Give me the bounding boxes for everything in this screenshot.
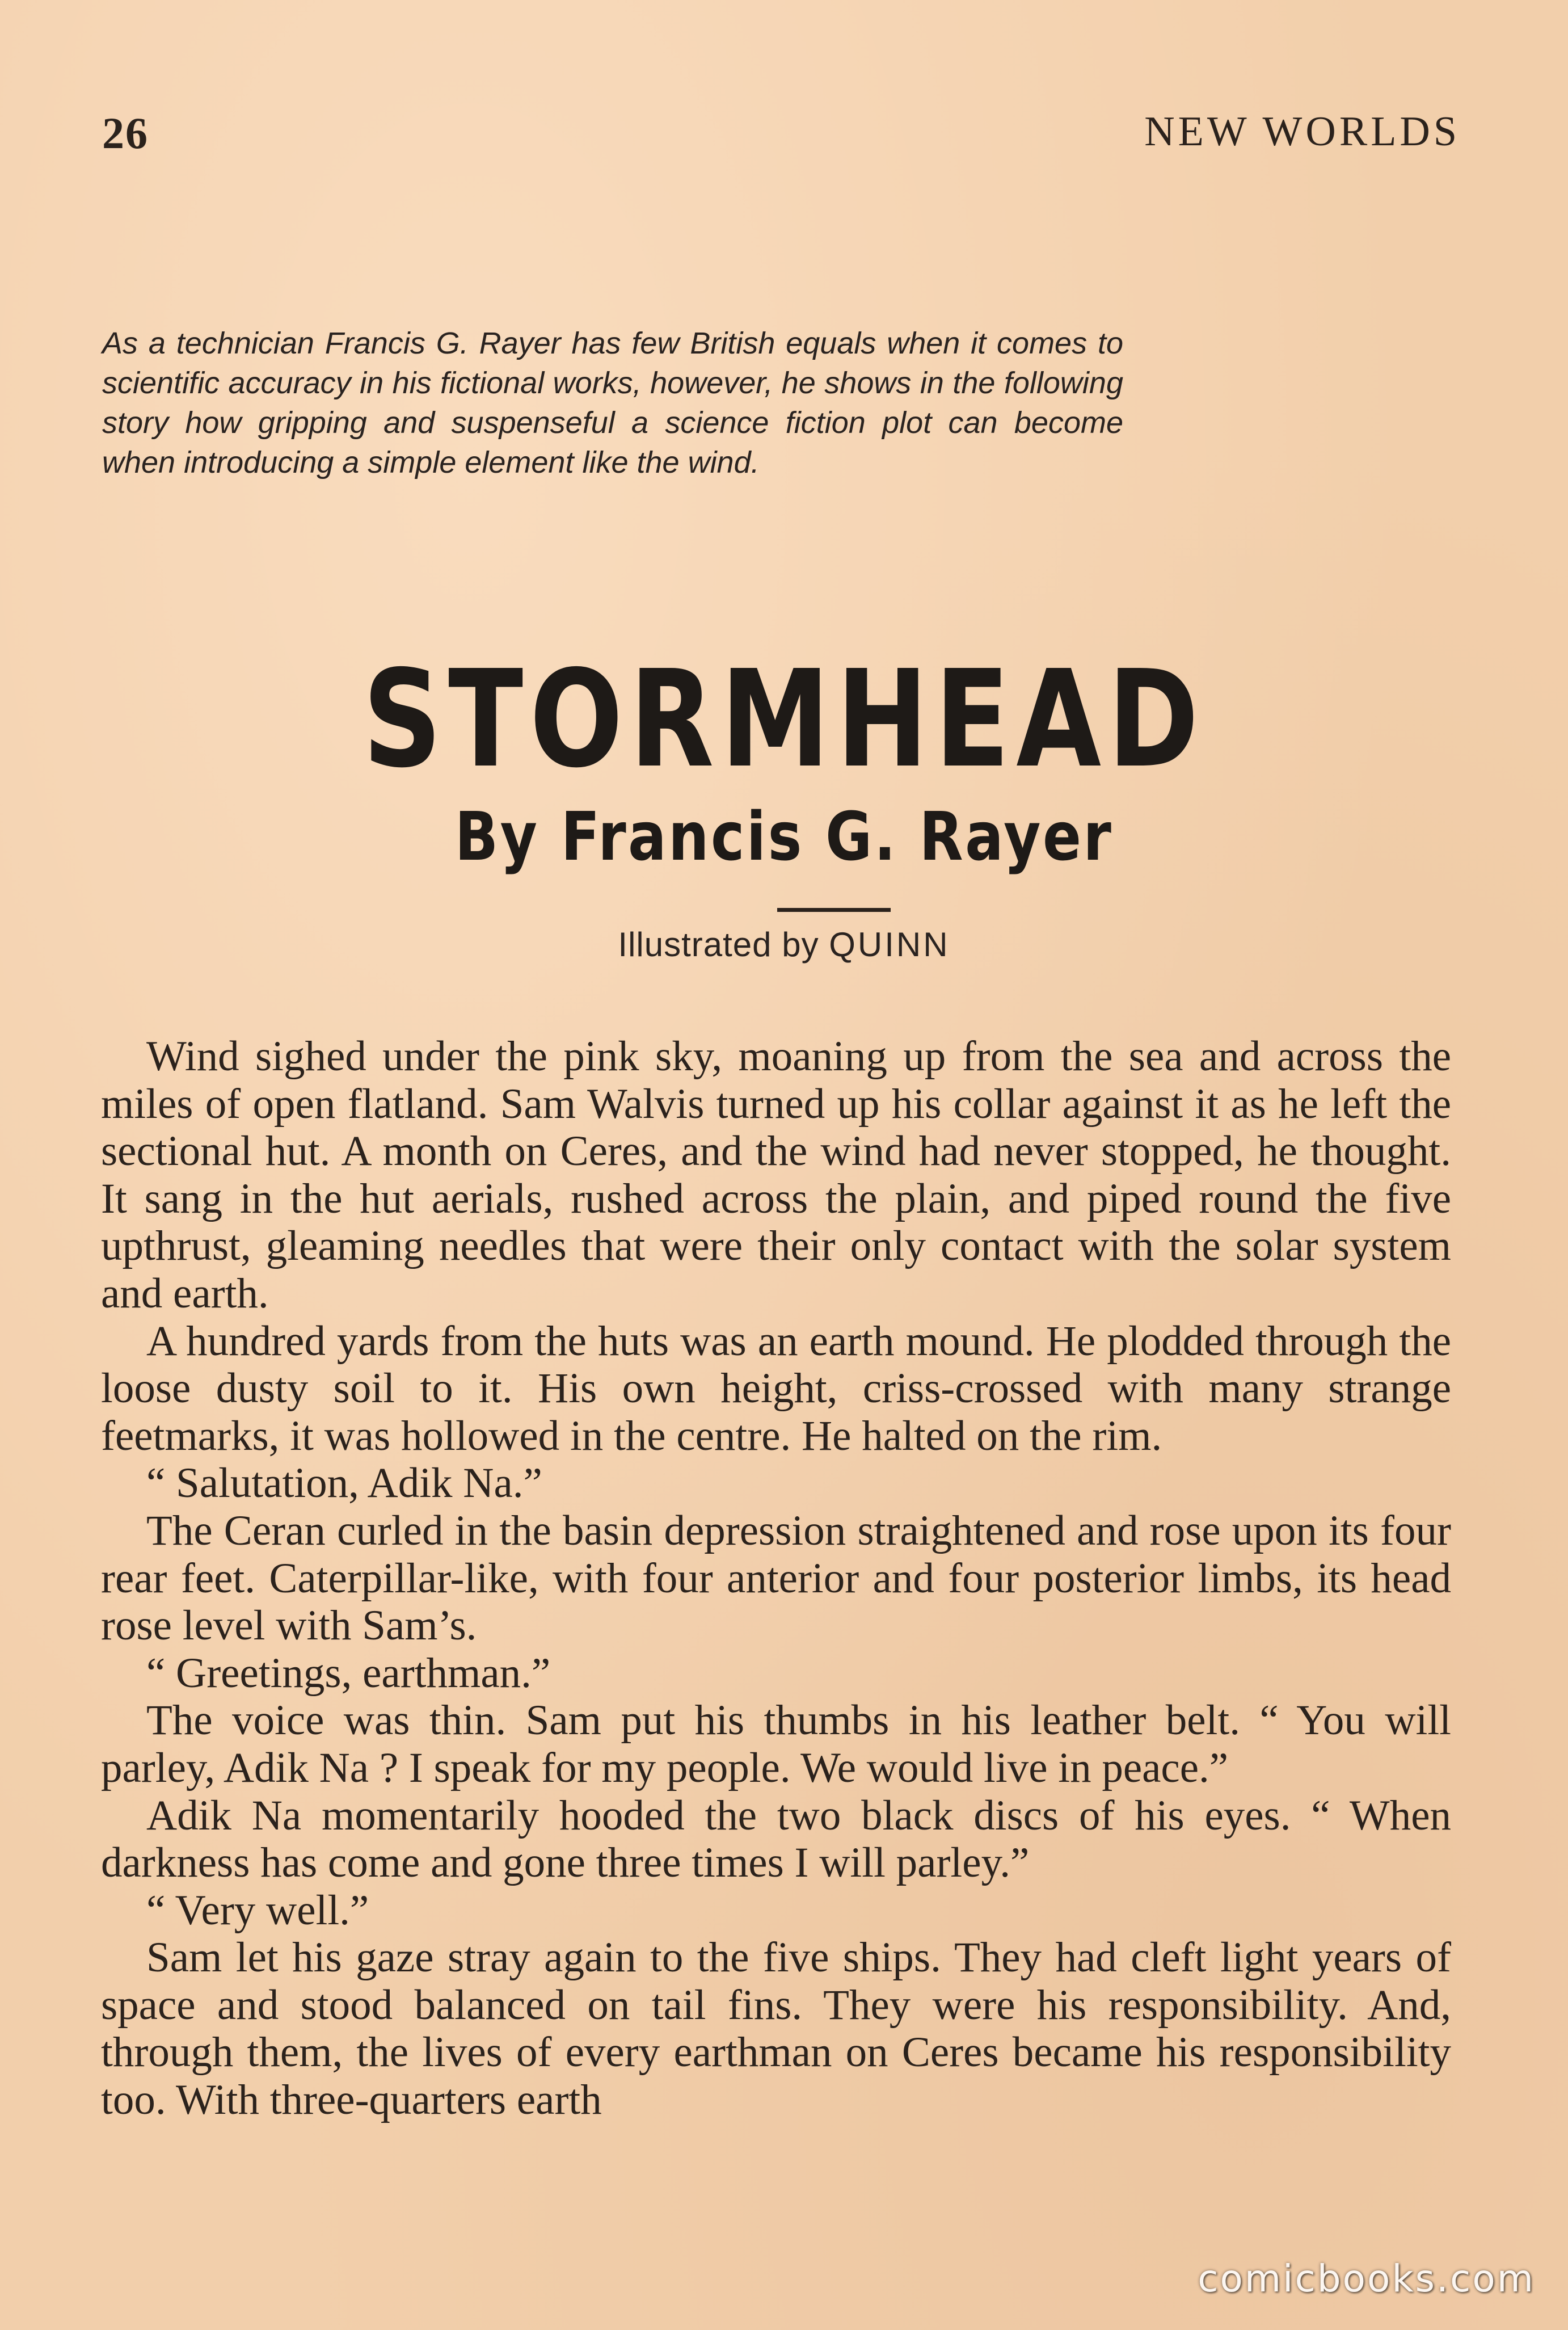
running-header <box>102 108 1460 159</box>
paragraph: Wind sighed under the pink sky, moaning up from the sea and across the miles of open flatland. Sam Walvis turned up his collar against it as he left the sectional hut. A month on Ceres, and the wind had never stopped, he thought. It sang in the hut aerials, rushed across the plain, and piped round the five upthrust, gleaming needles that were their only contact with the solar system and earth. <box>101 1033 1451 1317</box>
story-title: STORMHEAD <box>363 641 1205 797</box>
paragraph: Sam let his gaze stray again to the five ships. They had cleft light years of space and stood balanced on tail fins. They were his responsibility. And, through them, the lives of every earthman on Ceres became his responsibility too. With three-quarters earth <box>101 1934 1451 2124</box>
story-body <box>101 1033 1451 2124</box>
magazine-name: NEW WORLDS <box>1144 108 1460 155</box>
page-number: 26 <box>102 108 149 158</box>
paragraph: The Ceran curled in the basin depression straightened and rose upon its four rear feet. Caterpillar-like, with four anterior and four posterior limbs, its head rose level with Sam’s. <box>101 1507 1451 1650</box>
paragraph: “ Salutation, Adik Na.” <box>146 1460 542 1507</box>
paragraph: A hundred yards from the huts was an earth mound. He plodded through the loose dusty soil to it. His own height, criss-crossed with many strange feetmarks, it was hollowed in the centre. He halted on the rim. <box>101 1317 1451 1460</box>
story-introduction: As a technician Francis G. Rayer has few British equals when it comes to scientific accuracy in his fictional works, however, he shows in the following story how gripping and suspenseful a science fiction plot can become when introducing a simple element like the wind. <box>102 326 1123 480</box>
paragraph: “ Greetings, earthman.” <box>146 1649 551 1697</box>
illustrated-by-label: Illustrated by <box>618 926 819 964</box>
paragraph: “ Very well.” <box>146 1886 369 1934</box>
story-byline: By Francis G. Rayer <box>454 797 1114 876</box>
site-watermark: comicbooks.com <box>1198 2257 1535 2300</box>
illustrator-credit <box>0 925 1568 964</box>
title-divider <box>777 908 891 912</box>
paragraph: Adik Na momentarily hooded the two black discs of his eyes. “ When darkness has come and gone three times I will parley.” <box>101 1791 1451 1887</box>
paragraph: The voice was thin. Sam put his thumbs in his leather belt. “ You will parley, Adik Na ? I speak for my people. We would live in peace.” <box>101 1697 1451 1791</box>
illustrator-name: QUINN <box>829 926 950 964</box>
